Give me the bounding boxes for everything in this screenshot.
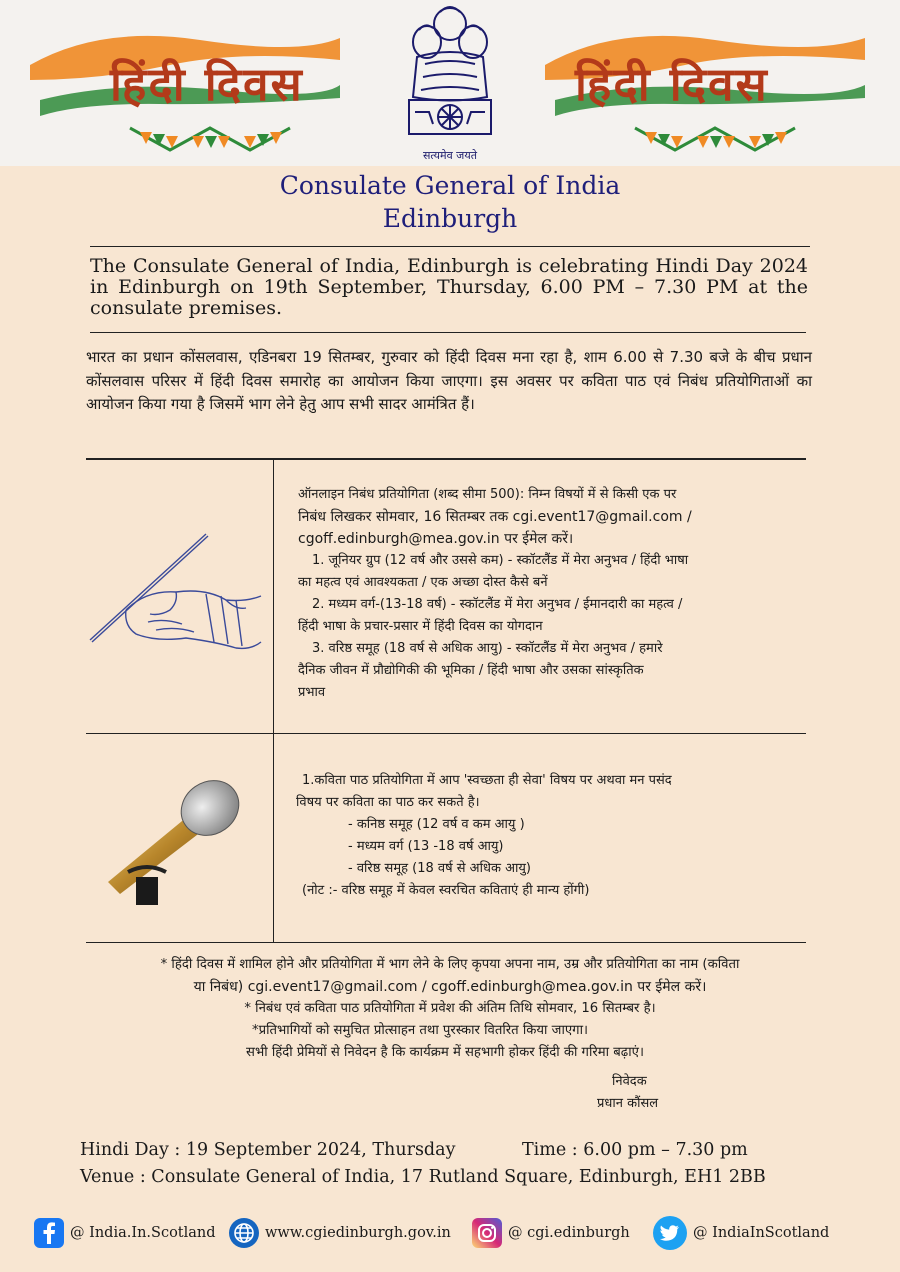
intro-hindi: भारत का प्रधान कोंसलवास, एडिनबरा 19 सितम्बर, गुरुवार को हिंदी दिवस मना रहा है, शाम 6.00 से 7.30 बजे के बीच प्रधान कोंसलवास परिसर में हिंदी दिवस समारोह का आयोजन किया जाएगा। इस अवसर पर कविता पाठ एवं निबंध प्रतियोगिताओं का आयोजन किया गया है जिसमें भाग लेने हेतु आप सभी सादर आमंत्रित हैं। [86,348,812,413]
essay-group-senior-cont: प्रभाव [298,685,326,700]
note-line: या निबंध) cgi.event17@gmail.com / cgoff.edinburgh@mea.gov.in पर ईमेल करें। [193,979,707,995]
notes-section [60,954,840,1064]
twitter-handle: @ IndiaInScotland [693,1225,830,1241]
hindi-diwas-banner [0,0,900,166]
hindi-diwas-logo-left [20,20,350,160]
lion-capital-icon [395,2,505,147]
facebook-handle: @ India.In.Scotland [70,1225,216,1241]
signature-nivedak: निवेदक [612,1074,647,1089]
twitter-icon [653,1216,687,1250]
ashoka-emblem [395,2,505,164]
note-line: * हिंदी दिवस में शामिल होने और प्रतियोगिता में भाग लेने के लिए कृपया अपना नाम, उम्र और प्रतियोगिता का नाम (कविता [160,957,740,972]
poetry-group-senior: - वरिष्ठ समूह (18 वर्ष से अधिक आयु) [348,861,531,876]
consulate-city: Edinburgh [382,204,518,233]
twitter-link[interactable] [653,1215,829,1251]
website-url: www.cgiedinburgh.gov.in [265,1225,451,1241]
essay-group-senior-cont: दैनिक जीवन में प्रौद्योगिकी की भूमिका / हिंदी भाषा और उसका सांस्कृतिक [298,663,644,678]
signature-consul: प्रधान कौंसल [597,1096,659,1111]
social-footer [0,1215,900,1255]
globe-icon [229,1218,259,1248]
essay-group-middle-cont: हिंदी भाषा के प्रचार-प्रसार में हिंदी दिवस का योगदान [298,619,543,634]
instagram-icon [472,1218,502,1248]
facebook-icon [34,1218,64,1248]
motto-text: सत्यमेव जयते [422,149,477,162]
microphone-icon [98,772,248,907]
consulate-title: Consulate General of India [279,171,621,200]
table-top-border [86,458,806,460]
hindi-diwas-text-right: हिंदी दिवस [575,57,769,111]
divider [90,332,806,333]
poetry-group-junior: - कनिष्ठ समूह (12 वर्ष व कम आयु ) [348,817,525,832]
hindi-diwas-logo-right [535,20,865,160]
essay-group-senior: 3. वरिष्ठ समूह (18 वर्ष से अधिक आयु) - स्कॉटलैंड में मेरा अनुभव / हमारे [312,641,663,656]
intro-english: The Consulate General of India, Edinburgh is celebrating Hindi Day 2024 in Edinburgh on 19th September, Thursday, 6.00 PM – 7.30 PM at the consulate premises. [90,255,808,319]
hindi-diwas-text-left: हिंदी दिवस [110,57,304,111]
poetry-competition-cell [296,770,806,902]
event-date: Hindi Day : 19 September 2024, Thursday [80,1140,456,1160]
essay-line: ऑनलाइन निबंध प्रतियोगिता (शब्द सीमा 500): निम्न विषयों में से किसी एक पर [298,487,677,502]
essay-group-junior-cont: का महत्व एवं आवश्यकता / एक अच्छा दोस्त कैसे बनें [298,575,548,590]
essay-competition-cell [298,484,808,704]
essay-line: cgoff.edinburgh@mea.gov.in पर ईमेल करें। [298,531,574,547]
event-details [80,1137,840,1191]
instagram-handle: @ cgi.edinburgh [508,1225,630,1241]
table-bottom-border [86,942,806,943]
note-line: सभी हिंदी प्रेमियों से निवेदन है कि कार्यक्रम में सहभागी होकर हिंदी की गरिमा बढ़ाएं। [246,1045,644,1060]
note-line: *प्रतिभागियों को समुचित प्रोत्साहन तथा पुरस्कार वितरित किया जाएगा। [252,1023,588,1038]
facebook-link[interactable] [34,1215,216,1251]
website-link[interactable] [229,1215,451,1251]
table-column-divider [273,460,274,942]
essay-group-junior: 1. जूनियर ग्रुप (12 वर्ष और उससे कम) - स्कॉटलैंड में मेरा अनुभव / हिंदी भाषा [312,553,689,568]
note-line: * निबंध एवं कविता पाठ प्रतियोगिता में प्रवेश की अंतिम तिथि सोमवार, 16 सितम्बर है। [244,1001,656,1016]
event-venue: Venue : Consulate General of India, 17 Rutland Square, Edinburgh, EH1 2BB [80,1167,766,1187]
essay-group-middle: 2. मध्यम वर्ग-(13-18 वर्ष) - स्कॉटलैंड में मेरा अनुभव / ईमानदारी का महत्व / [312,597,683,612]
divider [90,246,810,247]
poetry-note: (नोट :- वरिष्ठ समूह में केवल स्वरचित कविताएं ही मान्य होंगी) [302,883,590,898]
poetry-line: 1.कविता पाठ प्रतियोगिता में आप 'स्वच्छता ही सेवा' विषय पर अथवा मन पसंद [302,773,672,788]
essay-line: निबंध लिखकर सोमवार, 16 सितम्बर तक cgi.event17@gmail.com / [298,509,692,525]
poetry-line: विषय पर कविता का पाठ कर सकते है। [296,795,480,810]
table-row-divider [86,733,806,734]
instagram-link[interactable] [472,1215,630,1251]
poetry-group-middle: - मध्यम वर्ग (13 -18 वर्ष आयु) [348,839,504,854]
event-time: Time : 6.00 pm – 7.30 pm [522,1140,748,1160]
writing-hand-icon [86,530,266,660]
